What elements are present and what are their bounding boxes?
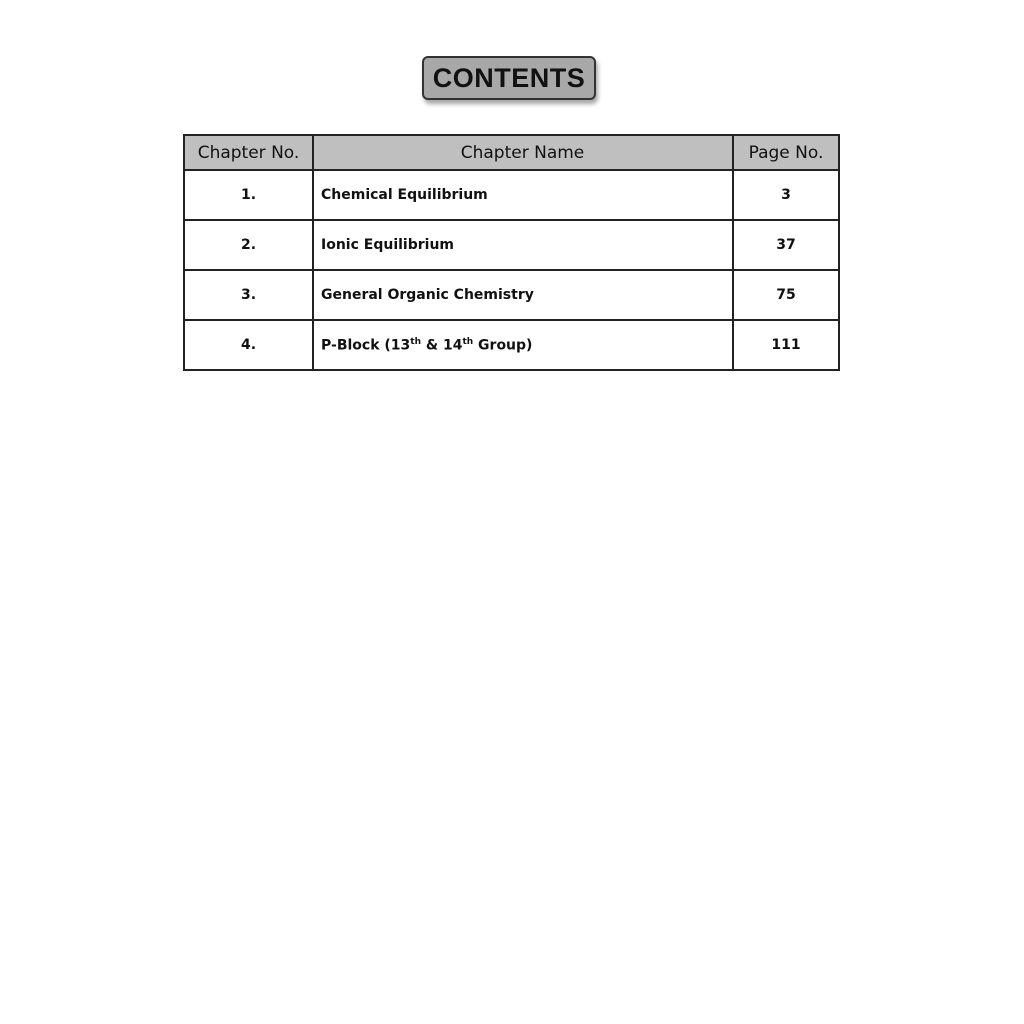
table-row (184, 220, 839, 270)
chapter-name: General Organic Chemistry (313, 270, 733, 320)
page-number: 37 (733, 220, 839, 270)
chapter-name: Chemical Equilibrium (313, 170, 733, 220)
header-chapter-no: Chapter No. (184, 135, 313, 170)
chapter-name: Ionic Equilibrium (313, 220, 733, 270)
table-header-row (184, 135, 839, 170)
chapter-name-part: Group) (473, 337, 533, 354)
contents-heading-badge (422, 56, 596, 100)
header-page-no: Page No. (733, 135, 839, 170)
chapter-number: 1. (184, 170, 313, 220)
table-row (184, 270, 839, 320)
page-number: 75 (733, 270, 839, 320)
page-number: 111 (733, 320, 839, 370)
chapter-name-part: & 14 (421, 337, 463, 354)
header-chapter-name: Chapter Name (313, 135, 733, 170)
page-title: CONTENTS (432, 62, 586, 93)
contents-table (183, 134, 840, 371)
chapter-number: 2. (184, 220, 313, 270)
table-row (184, 170, 839, 220)
ordinal-superscript: th (462, 336, 474, 347)
table-row (184, 320, 839, 370)
chapter-name-part: P-Block (13 (321, 337, 411, 354)
chapter-number: 4. (184, 320, 313, 370)
page-number: 3 (733, 170, 839, 220)
ordinal-superscript: th (410, 336, 421, 347)
chapter-name (313, 320, 733, 370)
chapter-number: 3. (184, 270, 313, 320)
